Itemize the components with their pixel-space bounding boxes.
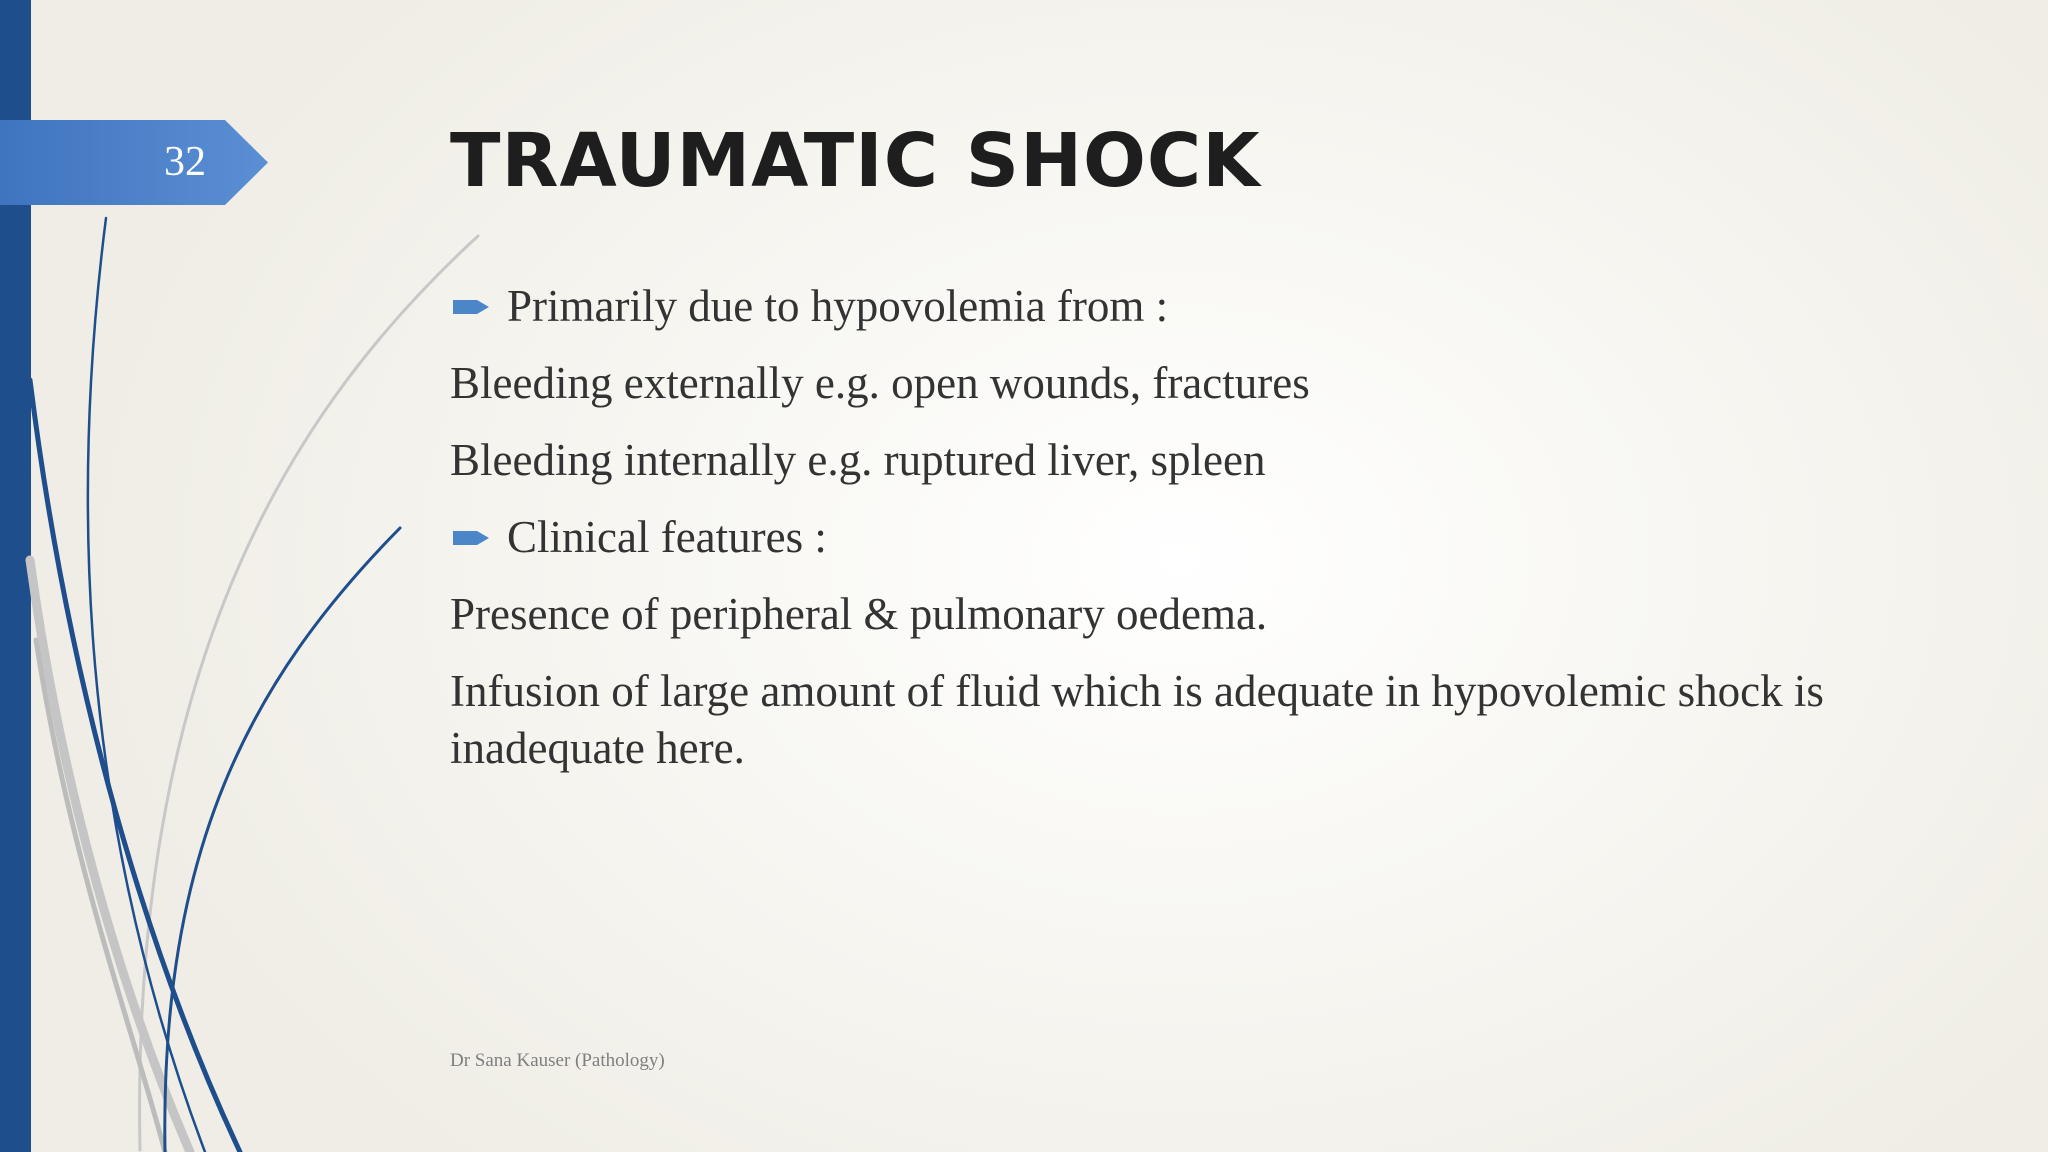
arrow-bullet-icon xyxy=(453,527,489,549)
arrow-bullet-icon xyxy=(453,296,489,318)
slide-content xyxy=(450,278,1910,797)
line-text: Bleeding internally e.g. ruptured liver, spleen xyxy=(450,435,1266,485)
bullet-item xyxy=(450,509,1910,566)
bullet-text: Primarily due to hypovolemia from : xyxy=(507,281,1169,331)
slide-number: 32 xyxy=(164,139,206,185)
slide-title: TRAUMATIC SHOCK xyxy=(450,118,1261,204)
line-text: Infusion of large amount of fluid which is adequate in hypovolemic shock is inadequate here. xyxy=(450,666,1824,773)
text-line xyxy=(450,586,1910,643)
line-text: Presence of peripheral & pulmonary oedema. xyxy=(450,589,1268,639)
bullet-item xyxy=(450,278,1910,335)
text-line xyxy=(450,355,1910,412)
text-line xyxy=(450,663,1910,777)
text-line xyxy=(450,432,1910,489)
slide-footer: Dr Sana Kauser (Pathology) xyxy=(450,1050,665,1071)
bullet-text: Clinical features : xyxy=(507,512,827,562)
line-text: Bleeding externally e.g. open wounds, fractures xyxy=(450,358,1310,408)
